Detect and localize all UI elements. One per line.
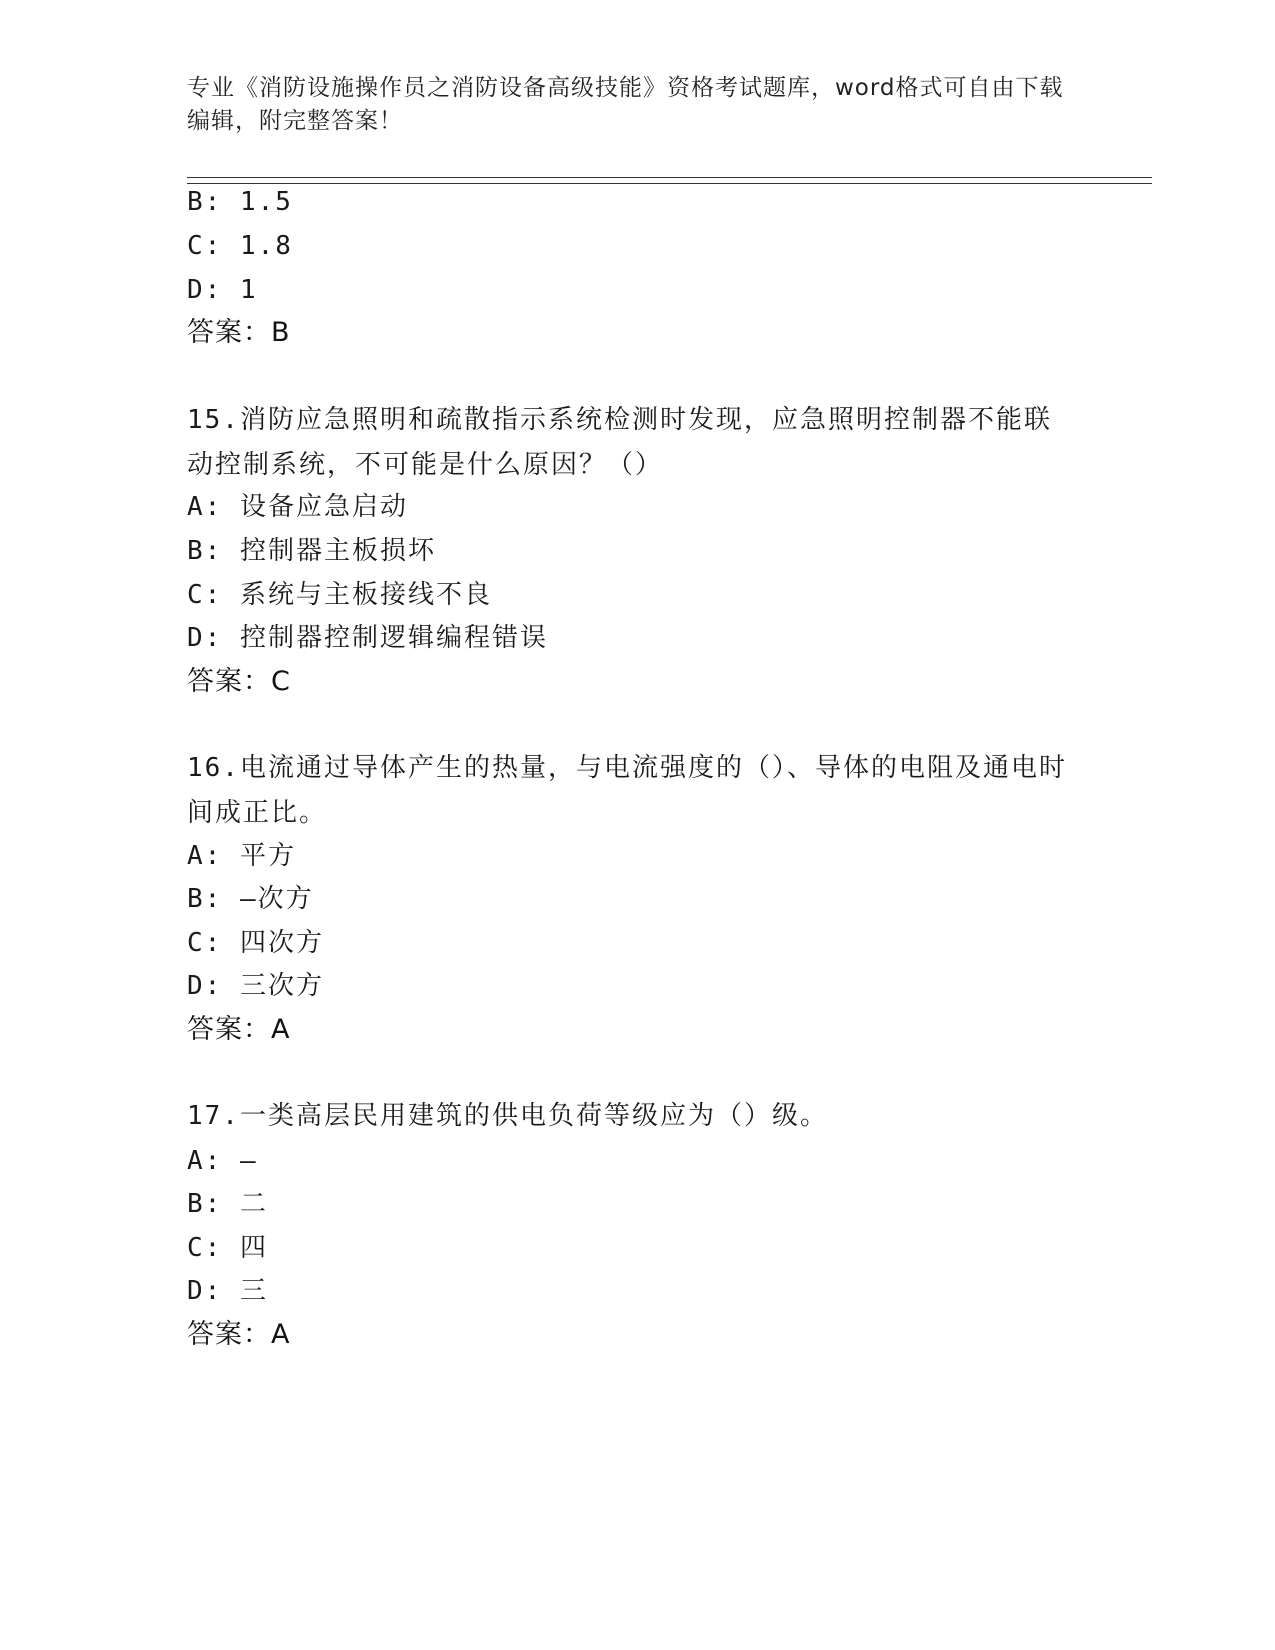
header-divider-bottom: [187, 183, 1152, 184]
option-c: C: 四: [187, 1233, 268, 1263]
option-a: A: 设备应急启动: [187, 492, 408, 522]
option-c: C: 1.8: [187, 231, 293, 261]
answer-line: 答案：A: [187, 1319, 291, 1350]
option-c: C: 四次方: [187, 928, 324, 958]
option-c: C: 系统与主板接线不良: [187, 580, 492, 610]
answer-line: 答案：C: [187, 666, 291, 697]
option-b: B: —次方: [187, 884, 314, 914]
header-divider-top: [187, 177, 1152, 178]
question-stem: 16.电流通过导体产生的热量，与电流强度的（）、导体的电阻及通电时间成正比。: [187, 753, 1067, 828]
option-a: A: 平方: [187, 841, 296, 871]
option-b: B: 1.5: [187, 187, 293, 217]
option-a: A: —: [187, 1146, 258, 1176]
option-d: D: 控制器控制逻辑编程错误: [187, 623, 548, 653]
answer-line: 答案：B: [187, 317, 291, 348]
question-stem: 15.消防应急照明和疏散指示系统检测时发现，应急照明控制器不能联动控制系统，不可能是什么原因？（）: [187, 405, 1052, 480]
document-header: 专业《消防设施操作员之消防设备高级技能》资格考试题库，word格式可自由下载编辑，附完整答案！: [187, 75, 1064, 134]
option-b: B: 二: [187, 1189, 268, 1219]
answer-line: 答案：A: [187, 1014, 291, 1045]
option-d: D: 1: [187, 275, 258, 305]
question-stem: 17.一类高层民用建筑的供电负荷等级应为（）级。: [187, 1101, 828, 1131]
option-d: D: 三: [187, 1276, 268, 1306]
option-d: D: 三次方: [187, 971, 324, 1001]
option-b: B: 控制器主板损坏: [187, 536, 436, 566]
